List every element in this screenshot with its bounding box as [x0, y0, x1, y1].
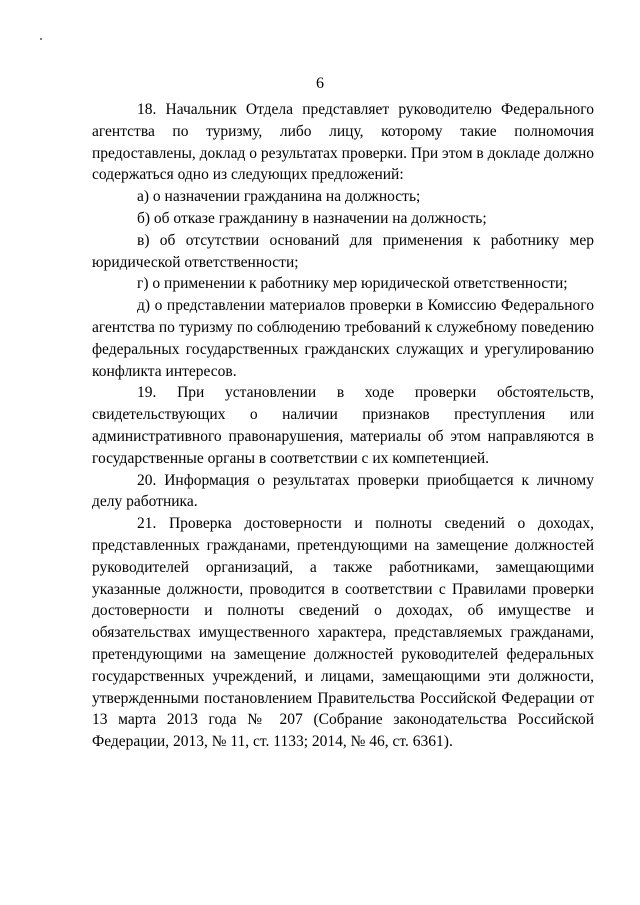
- paragraph-20: 20. Информация о результатах проверки приобщается к личному делу работника.: [92, 471, 594, 511]
- page-number: 6: [316, 75, 324, 92]
- paragraph-18-item-d: д) о представлении материалов проверки в Комиссию Федерального агентства по туризму по соблюдению требований к служебному поведению федеральных государственных гражданских служащих и урегулированию конфликта интересов.: [92, 297, 594, 380]
- paragraph-18-item-v: в) об отсутствии оснований для применения к работнику мер юридической ответственности;: [92, 231, 594, 271]
- paragraph-18-item-a: а) о назначении гражданина на должность;: [137, 188, 421, 206]
- paragraph-21: 21. Проверка достоверности и полноты сведений о доходах, представленных гражданами, претендующими на замещение должностей руководителей организаций, а также работниками, замещающими указанные должности, проводится в соответствии с Правилами проверки достоверности и полноты сведений о доходах, об имуществе и обязательствах имущественного характера, представляемых гражданами, претендующими на замещение должностей руководителей федеральных государственных учреждений, и лицами, замещающими эти должности, утвержденными постановлением Правительства Российской Федерации от 13 марта 2013 года № 207 (Собрание законодательства Российской Федерации, 2013, № 11, ст. 1133; 2014, № 46, ст. 6361).: [92, 515, 594, 751]
- paragraph-18-item-g: г) о применении к работнику мер юридической ответственности;: [137, 275, 568, 293]
- scan-speck: [40, 38, 42, 40]
- paragraph-18: 18. Начальник Отдела представляет руководителю Федерального агентства по туризму, либо лицу, которому такие полномочия предоставлены, доклад о результатах проверки. При этом в докладе должно содержаться одно из следующих предложений:: [92, 101, 594, 184]
- paragraph-18-item-b: б) об отказе гражданину в назначении на должность;: [137, 209, 487, 227]
- document-body: [92, 99, 594, 753]
- paragraph-19: 19. При установлении в ходе проверки обстоятельств, свидетельствующих о наличии признаков преступления или административного правонарушения, материалы об этом направляются в государственные органы в соответствии с их компетенцией.: [92, 384, 594, 467]
